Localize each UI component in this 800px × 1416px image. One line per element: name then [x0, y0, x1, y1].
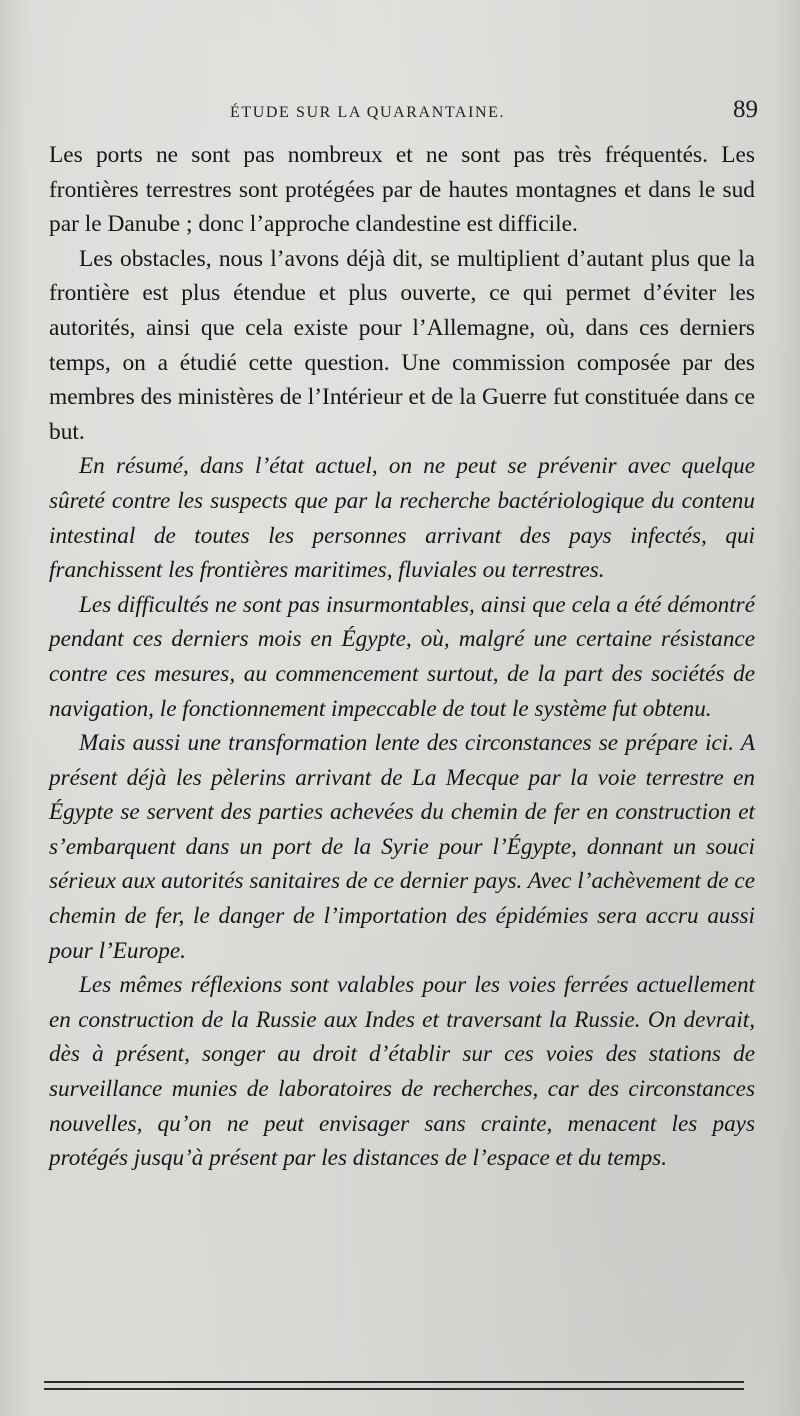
running-title: ÉTUDE SUR LA QUARANTAINE.: [230, 104, 506, 121]
paragraph-obstacles: Les obstacles, nous l’avons déjà dit, se multiplient d’autant plus que la frontière est plus étendue et plus ouverte, ce qui permet d’éviter les autorités, ainsi que cela existe pour l’Allemagne, où, dans ces derniers temps, on a étudié cette question. Une commission composée par des membres des ministères de l’Intérieur et de la Guerre fut constituée dans ce but.: [49, 245, 755, 445]
paragraph-reflexions: Les mêmes réflexions sont valables pour les voies ferrées actuellement en construction de la Russie aux Indes et traversant la Russie. On devrait, dès à présent, songer au droit d’établir sur ces voies des stations de surveillance munies de laboratoires de recherches, car des circonstances nouvelles, qu’on ne peut envisager sans crainte, menacent les pays protégés jusqu’à présent par les distances de l’espace et du temps.: [49, 972, 755, 1172]
footer-rule-lower: [44, 1388, 744, 1390]
page-header: [48, 96, 758, 130]
footer-double-rule: [44, 1381, 744, 1393]
paragraph-difficultes: Les difficultés ne sont pas insurmontables, ainsi que cela a été démontré pendant ces derniers mois en Égypte, où, malgré une certaine résistance contre ces mesures, au commencement surtout, de la part des sociétés de navigation, le fonctionnement impeccable de tout le système fut obtenu.: [49, 591, 755, 722]
page-number: 89: [733, 96, 758, 123]
paragraph-transformation: Mais aussi une transformation lente des circonstances se prépare ici. A présent déjà les pèlerins arrivant de La Mecque par la voie terrestre en Égypte se servent des parties achevées du chemin de fer en construction et s’embarquent dans un port de la Syrie pour l’Égypte, donnant un souci sérieux aux autorités sanitaires de ce dernier pays. Avec l’achèvement de ce chemin de fer, le danger de l’importation des épidémies sera accru aussi pour l’Europe.: [49, 730, 755, 964]
paragraph-ports: Les ports ne sont pas nombreux et ne sont pas très fréquentés. Les frontières terrestres sont protégées par de hautes montagnes et dans le sud par le Danube ; donc l’approche clandestine est difficile.: [49, 142, 755, 238]
paragraph-resume: En résumé, dans l’état actuel, on ne peut se prévenir avec quelque sûreté contre les suspects que par la recherche bactériologique du contenu intestinal de toutes les personnes arrivant des pays infectés, qui franchissent les frontières maritimes, fluviales ou terrestres.: [49, 453, 755, 584]
page-body: [49, 138, 755, 1176]
footer-rule-upper: [44, 1381, 744, 1383]
